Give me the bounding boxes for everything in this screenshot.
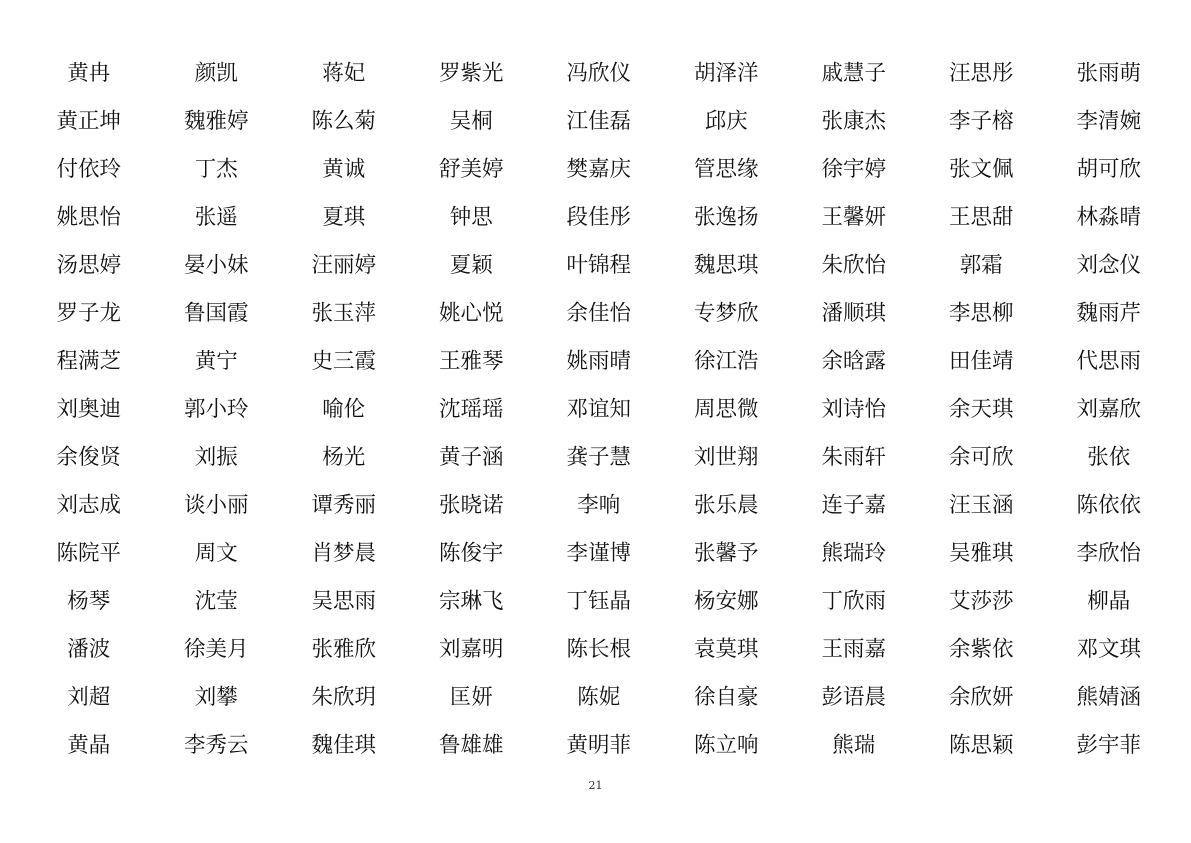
- name-cell: 晏小妹: [183, 253, 249, 279]
- name-cell: 黄正坤: [56, 109, 121, 135]
- name-cell: 谭秀丽: [311, 493, 376, 519]
- page-number: 21: [588, 779, 603, 792]
- name-cell: 余可欣: [948, 445, 1014, 471]
- name-cell: 魏雅婷: [183, 109, 249, 135]
- name-cell: 叶锦程: [566, 253, 631, 279]
- name-cell: 汪丽婷: [311, 253, 376, 279]
- name-cell: 胡可欣: [1076, 157, 1141, 183]
- name-cell: 杨安娜: [693, 589, 759, 615]
- name-cell: 刘攀: [194, 685, 238, 711]
- name-cell: 罗紫光: [438, 61, 504, 87]
- name-cell: 邱庆: [704, 109, 748, 135]
- name-cell: 刘诗怡: [821, 397, 886, 423]
- name-cell: 付依玲: [56, 157, 121, 183]
- name-cell: 李清婉: [1076, 109, 1141, 135]
- name-cell: 丁钰晶: [566, 589, 631, 615]
- name-cell: 陈院平: [56, 541, 121, 567]
- name-cell: 徐美月: [183, 637, 249, 663]
- name-cell: 魏思琪: [693, 253, 759, 279]
- name-cell: 张雅欣: [311, 637, 376, 663]
- name-cell: 樊嘉庆: [566, 157, 631, 183]
- name-cell: 熊瑞玲: [821, 541, 886, 567]
- name-cell: 刘世翔: [693, 445, 759, 471]
- name-cell: 汪玉涵: [948, 493, 1014, 519]
- name-cell: 邓文琪: [1076, 637, 1141, 663]
- name-cell: 罗子龙: [56, 301, 121, 327]
- name-cell: 刘念仪: [1076, 253, 1141, 279]
- name-cell: 龚子慧: [566, 445, 631, 471]
- name-cell: 沈瑶瑶: [438, 397, 504, 423]
- name-cell: 刘嘉欣: [1076, 397, 1141, 423]
- name-cell: 柳晶: [1087, 589, 1131, 615]
- name-cell: 李响: [577, 493, 621, 519]
- name-cell: 彭宇菲: [1076, 733, 1141, 759]
- name-cell: 徐宇婷: [821, 157, 886, 183]
- name-cell: 吴雅琪: [948, 541, 1014, 567]
- name-cell: 杨光: [322, 445, 366, 471]
- name-cell: 姚思怡: [56, 205, 121, 231]
- name-cell: 刘嘉明: [438, 637, 504, 663]
- name-cell: 吴桐: [449, 109, 493, 135]
- name-cell: 段佳彤: [566, 205, 631, 231]
- name-cell: 黄晶: [67, 733, 111, 759]
- name-cell: 朱雨轩: [821, 445, 886, 471]
- name-cell: 吴思雨: [311, 589, 376, 615]
- name-cell: 余天琪: [948, 397, 1014, 423]
- name-cell: 余俊贤: [56, 445, 121, 471]
- name-cell: 潘波: [67, 637, 111, 663]
- name-cell: 朱欣怡: [821, 253, 886, 279]
- name-cell: 程满芝: [56, 349, 121, 375]
- name-cell: 张康杰: [821, 109, 886, 135]
- name-cell: 陈俊宇: [438, 541, 504, 567]
- name-cell: 郭小玲: [183, 397, 249, 423]
- name-cell: 张玉萍: [311, 301, 376, 327]
- name-cell: 张晓诺: [438, 493, 504, 519]
- name-cell: 朱欣玥: [311, 685, 376, 711]
- name-cell: 汤思婷: [56, 253, 121, 279]
- name-cell: 刘超: [67, 685, 111, 711]
- name-cell: 夏琪: [322, 205, 366, 231]
- name-cell: 余欣妍: [948, 685, 1014, 711]
- name-cell: 黄诚: [322, 157, 366, 183]
- name-cell: 王雅琴: [438, 349, 504, 375]
- name-cell: 余晗露: [821, 349, 886, 375]
- name-cell: 林淼晴: [1076, 205, 1141, 231]
- name-cell: 沈莹: [194, 589, 238, 615]
- name-cell: 王雨嘉: [821, 637, 886, 663]
- name-cell: 田佳靖: [948, 349, 1014, 375]
- name-cell: 张乐晨: [693, 493, 759, 519]
- name-grid: [25, 50, 1171, 770]
- name-cell: 连子嘉: [821, 493, 886, 519]
- name-cell: 管思缘: [693, 157, 759, 183]
- name-cell: 刘振: [194, 445, 238, 471]
- name-cell: 丁欣雨: [821, 589, 886, 615]
- name-cell: 李谨博: [566, 541, 631, 567]
- name-cell: 钟思: [449, 205, 493, 231]
- name-cell: 舒美婷: [438, 157, 504, 183]
- name-cell: 余佳怡: [566, 301, 631, 327]
- name-cell: 刘奥迪: [56, 397, 121, 423]
- name-cell: 冯欣仪: [566, 61, 631, 87]
- name-cell: 王思甜: [948, 205, 1014, 231]
- name-cell: 邓谊知: [566, 397, 631, 423]
- name-cell: 陈思颖: [948, 733, 1014, 759]
- name-cell: 袁莫琪: [693, 637, 759, 663]
- name-cell: 代思雨: [1076, 349, 1141, 375]
- name-cell: 周思微: [693, 397, 759, 423]
- name-cell: 王馨妍: [821, 205, 886, 231]
- name-cell: 黄冉: [67, 61, 111, 87]
- name-cell: 余紫依: [948, 637, 1014, 663]
- name-cell: 潘顺琪: [821, 301, 886, 327]
- name-cell: 张馨予: [693, 541, 759, 567]
- name-cell: 鲁国霞: [183, 301, 249, 327]
- name-cell: 艾莎莎: [948, 589, 1014, 615]
- name-cell: 刘志成: [56, 493, 121, 519]
- name-cell: 喻伦: [322, 397, 366, 423]
- name-cell: 周文: [194, 541, 238, 567]
- name-cell: 江佳磊: [566, 109, 631, 135]
- name-cell: 专梦欣: [693, 301, 759, 327]
- name-cell: 熊婧涵: [1076, 685, 1141, 711]
- name-cell: 黄宁: [194, 349, 238, 375]
- name-cell: 戚慧子: [821, 61, 886, 87]
- name-cell: 陈妮: [577, 685, 621, 711]
- name-cell: 肖梦晨: [311, 541, 376, 567]
- name-cell: 宗琳飞: [438, 589, 504, 615]
- name-cell: 史三霞: [311, 349, 376, 375]
- name-cell: 杨琴: [67, 589, 111, 615]
- name-cell: 胡泽洋: [693, 61, 759, 87]
- name-cell: 姚雨晴: [566, 349, 631, 375]
- name-cell: 徐江浩: [693, 349, 759, 375]
- name-cell: 黄子涵: [438, 445, 504, 471]
- name-cell: 陈长根: [566, 637, 631, 663]
- name-cell: 徐自豪: [693, 685, 759, 711]
- name-cell: 李秀云: [183, 733, 249, 759]
- name-cell: 张文佩: [948, 157, 1014, 183]
- name-cell: 陈么菊: [311, 109, 376, 135]
- name-cell: 张雨萌: [1076, 61, 1141, 87]
- name-cell: 陈依依: [1076, 493, 1141, 519]
- name-cell: 夏颖: [449, 253, 493, 279]
- name-cell: 陈立响: [693, 733, 759, 759]
- name-cell: 丁杰: [194, 157, 238, 183]
- name-cell: 李欣怡: [1076, 541, 1141, 567]
- name-cell: 匡妍: [449, 685, 493, 711]
- name-cell: 蒋妃: [322, 61, 366, 87]
- name-cell: 张逸扬: [693, 205, 759, 231]
- name-cell: 李子榕: [948, 109, 1014, 135]
- name-cell: 魏佳琪: [311, 733, 376, 759]
- name-cell: 谈小丽: [183, 493, 249, 519]
- name-cell: 张依: [1087, 445, 1131, 471]
- name-cell: 鲁雄雄: [438, 733, 504, 759]
- name-cell: 黄明菲: [566, 733, 631, 759]
- name-cell: 颜凯: [194, 61, 238, 87]
- name-cell: 郭霜: [959, 253, 1003, 279]
- name-cell: 魏雨芹: [1076, 301, 1141, 327]
- name-cell: 彭语晨: [821, 685, 886, 711]
- name-cell: 张遥: [194, 205, 238, 231]
- name-cell: 熊瑞: [832, 733, 876, 759]
- name-cell: 汪思彤: [948, 61, 1014, 87]
- name-cell: 姚心悦: [438, 301, 504, 327]
- name-cell: 李思柳: [948, 301, 1014, 327]
